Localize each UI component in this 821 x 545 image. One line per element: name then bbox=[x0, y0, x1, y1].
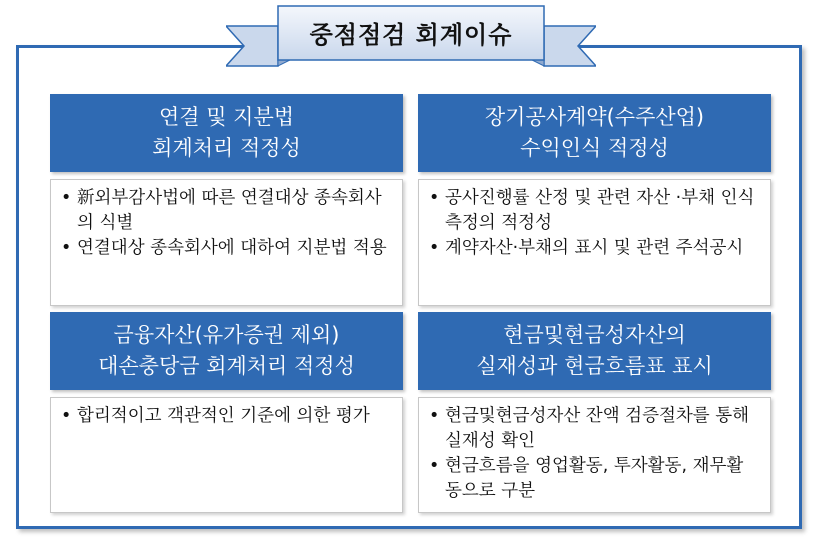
card-header-line2: 수익인식 적정성 bbox=[520, 136, 669, 160]
card-header-line1: 현금및현금성자산의 bbox=[503, 323, 686, 347]
title-banner bbox=[226, 4, 596, 74]
card-header bbox=[50, 312, 403, 390]
card-body bbox=[50, 397, 403, 513]
card-header-line2: 실재성과 현금흐름표 표시 bbox=[476, 354, 713, 378]
bullet-item: • 합리적이고 객관적인 기준에 의한 평가 bbox=[61, 404, 392, 429]
bullet-item: • 新외부감사법에 따른 연결대상 종속회사의 식별 bbox=[61, 186, 392, 236]
issue-card-long-term-contracts bbox=[418, 94, 771, 306]
page-title: 중점점검 회계이슈 bbox=[309, 20, 513, 49]
card-body bbox=[418, 179, 771, 306]
card-header-line1: 연결 및 지분법 bbox=[158, 105, 295, 129]
bullet-item: • 연결대상 종속회사에 대하여 지분법 적용 bbox=[61, 236, 392, 261]
bullet-item: • 공사진행률 산정 및 관련 자산 ·부채 인식 측정의 적정성 bbox=[429, 186, 760, 236]
issue-card-consolidation bbox=[50, 94, 403, 306]
card-header bbox=[418, 312, 771, 390]
card-header-line2: 회계처리 적정성 bbox=[152, 136, 301, 160]
card-header-line1: 장기공사계약(수주산업) bbox=[484, 105, 705, 129]
card-header-line2: 대손충당금 회계처리 적정성 bbox=[98, 354, 355, 378]
card-body bbox=[418, 397, 771, 513]
card-header bbox=[50, 94, 403, 172]
card-header-line1: 금융자산(유가증권 제외) bbox=[113, 323, 340, 347]
issue-card-financial-assets bbox=[50, 312, 403, 513]
bullet-item: • 현금및현금성자산 잔액 검증절차를 통해 실재성 확인 bbox=[429, 404, 760, 454]
card-body bbox=[50, 179, 403, 306]
bullet-item: • 현금흐름을 영업활동, 투자활동, 재무활동으로 구분 bbox=[429, 454, 760, 504]
bullet-item: • 계약자산·부채의 표시 및 관련 주석공시 bbox=[429, 236, 760, 261]
issue-card-cash-equivalents bbox=[418, 312, 771, 513]
card-header bbox=[418, 94, 771, 172]
